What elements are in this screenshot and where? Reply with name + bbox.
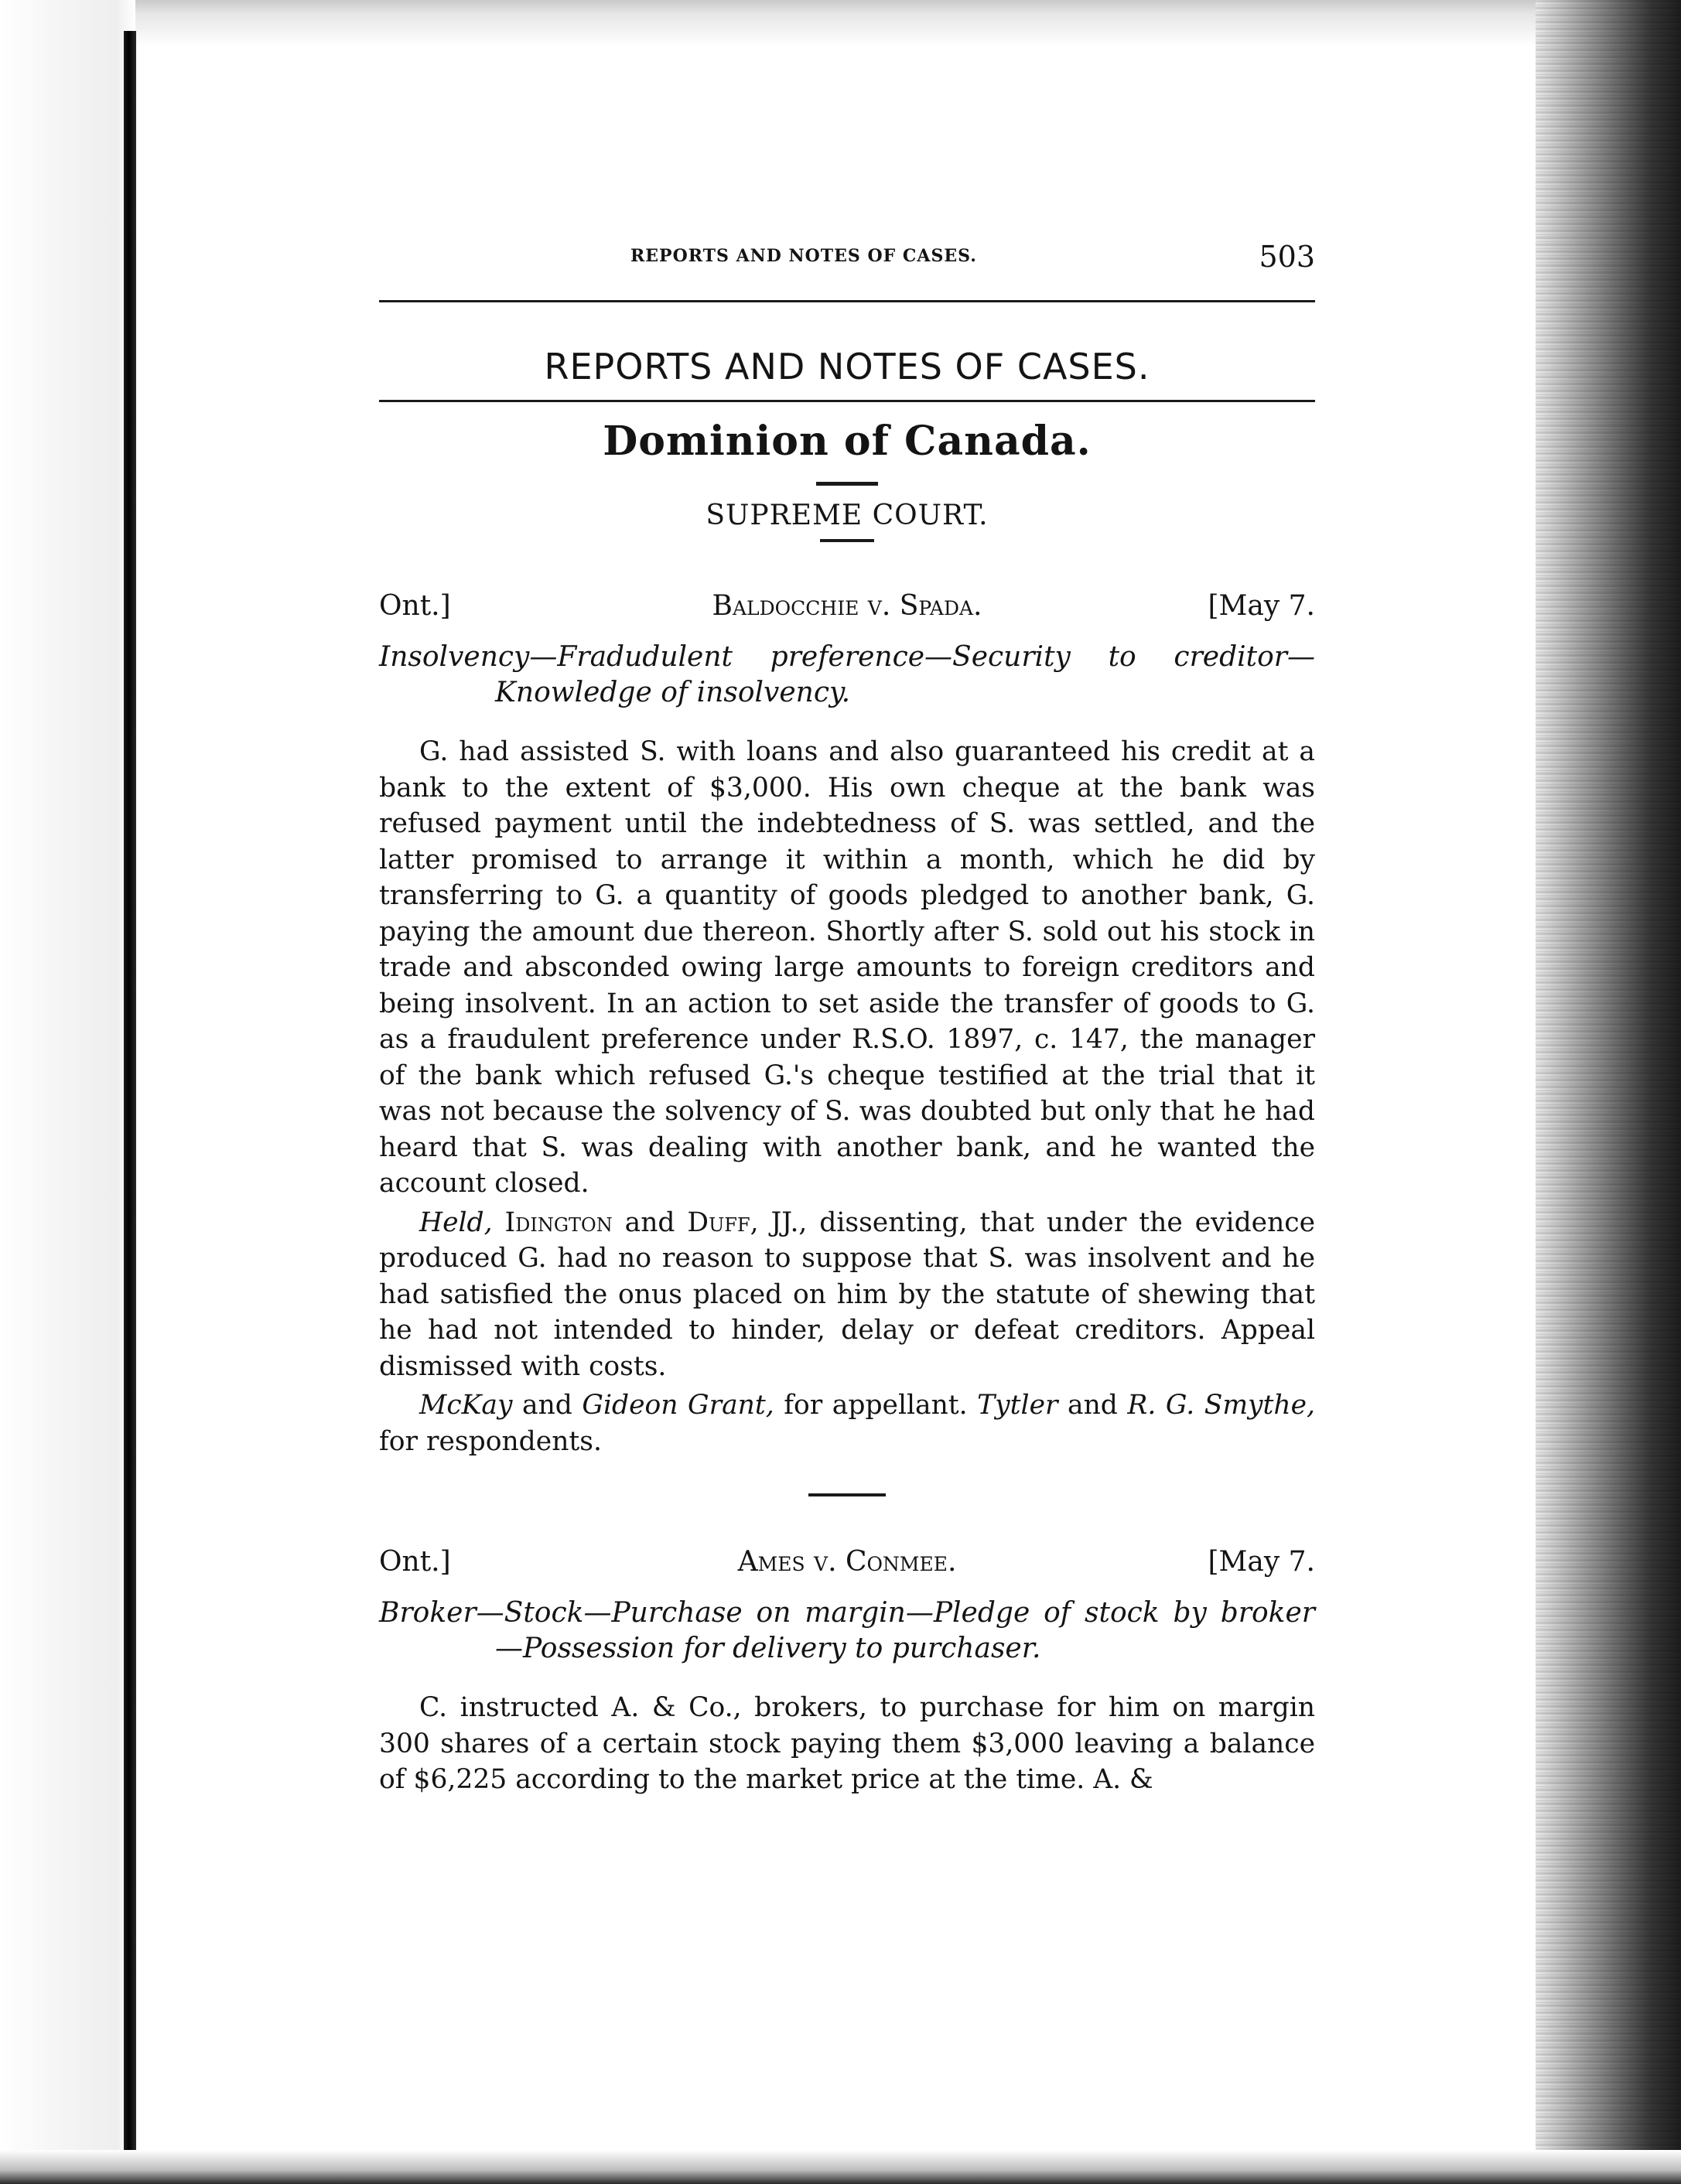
case-headnote: Broker—Stock—Purchase on margin—Pledge of stock by broker (379, 1597, 1315, 1629)
running-head-title: REPORTS AND NOTES OF CASES. (630, 246, 977, 266)
court-rule (820, 539, 874, 542)
counsel-name: McKay (419, 1390, 513, 1421)
scan-right-edge (1536, 0, 1681, 2184)
conjunction: and (624, 1206, 675, 1238)
court-heading: SUPREME COURT. (706, 500, 989, 531)
case-separator (808, 1493, 886, 1496)
case-province: Ont.] (379, 1546, 451, 1578)
case-headnote-continued: Knowledge of insolvency. (495, 677, 851, 708)
scan-left-edge (0, 0, 135, 2184)
conjunction: and (1068, 1390, 1118, 1421)
held-word: Held, (419, 1206, 493, 1238)
case-holding-paragraph (379, 1205, 1315, 1385)
case-facts-paragraph: C. instructed A. & Co., brokers, to purchase for him on margin 300 shares of a certain stock paying them $3,000 leaving a balance of $6,225 according to the market price at the time. A. & (379, 1692, 1315, 1795)
counsel-name: Tytler (977, 1390, 1058, 1421)
page-content (379, 232, 1315, 1798)
page-number: 503 (1259, 240, 1315, 274)
case-heading (379, 590, 1315, 629)
binding-spine (124, 31, 136, 2165)
scan-top-edge (0, 0, 1681, 46)
case-heading (379, 1546, 1315, 1585)
case-headnote-continued: —Possession for delivery to purchaser. (495, 1633, 1041, 1664)
counsel-role: for appellant. (784, 1390, 968, 1421)
running-head (379, 232, 1315, 278)
header-rule (379, 300, 1315, 302)
judge-name: Duff (687, 1206, 750, 1238)
conjunction: and (522, 1390, 572, 1421)
case-date: [May 7. (1208, 1546, 1315, 1578)
main-title: REPORTS AND NOTES OF CASES. (544, 346, 1150, 387)
counsel-paragraph (379, 1387, 1315, 1459)
counsel-name: R. G. Smythe, (1127, 1390, 1316, 1421)
case-date: [May 7. (1208, 590, 1315, 622)
holding-text: , JJ., dissenting, that under the evidence produced G. had no reason to suppose that S. was insolvent and he had satisfied the onus placed on him by the statute of shewing that he had not intended to hinder, delay or defeat creditors. Appeal dismissed with costs. (379, 1206, 1316, 1382)
jurisdiction-heading: Dominion of Canada. (603, 418, 1092, 465)
counsel-role: for respondents. (379, 1425, 602, 1457)
case-province: Ont.] (379, 590, 451, 622)
case-facts-paragraph: G. had assisted S. with loans and also guaranteed his credit at a bank to the extent of $3,000. His own cheque at the bank was refused payment until the indebtedness of S. was settled, and the latter promised to arrange it within a month, which he did by transferring to G. a quantity of goods pledged to another bank, G. paying the amount due thereon. Shortly after S. sold out his stock in trade and absconded owing large amounts to foreign creditors and being insolvent. In an action to set aside the transfer of goods to G. as a fraudulent preference under R.S.O. 1897, c. 147, the manager of the bank which refused G.'s cheque testified at the trial that it was not because the solvency of S. was doubted but only that he had heard that S. was dealing with another bank, and he wanted the account closed. (379, 736, 1315, 1199)
scan-bottom-edge (0, 2150, 1681, 2184)
case-headnote: Insolvency—Fradudulent preference—Security to creditor— (379, 641, 1315, 673)
case-title: Baldocchie v. Spada. (712, 590, 982, 622)
jurisdiction-rule (816, 482, 878, 486)
judge-name: Idington (504, 1206, 613, 1238)
counsel-name: Gideon Grant, (582, 1390, 774, 1421)
case-title: Ames v. Conmee. (737, 1546, 957, 1578)
title-rule (379, 400, 1315, 402)
